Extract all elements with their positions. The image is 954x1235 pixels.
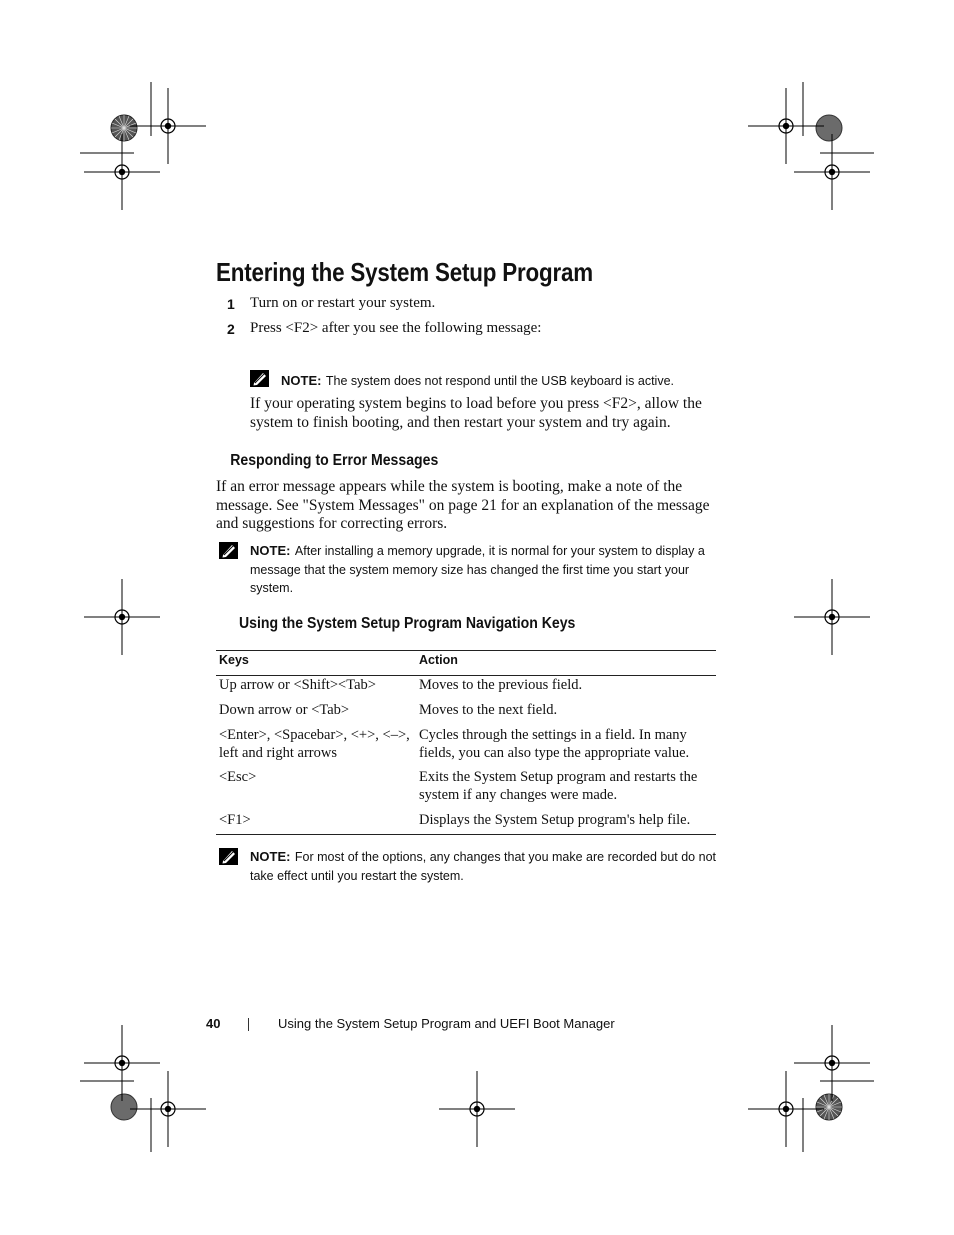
note-2-text: After installing a memory upgrade, it is normal for your system to display a message that the system memory size has changed the first time you start your system. — [250, 544, 705, 595]
table-header-keys: Keys — [219, 653, 249, 667]
note-2-label: NOTE: — [250, 543, 291, 558]
table-cell-action: Exits the System Setup program and restarts the system if any changes were made. — [419, 769, 698, 803]
step-number-1: 1 — [227, 296, 235, 312]
note-3-label: NOTE: — [250, 849, 291, 864]
note-2-icon-wrap — [219, 542, 238, 564]
table-top-rule — [216, 650, 716, 651]
note-1-label: NOTE: — [281, 373, 322, 388]
table-cell-action: Moves to the previous field. — [419, 677, 583, 693]
note-3-body — [250, 848, 718, 885]
table-cell-key: <Enter>, <Spacebar>, <+>, <–>, left and right arrows — [219, 727, 410, 761]
note-2-body — [250, 542, 716, 598]
pencil-note-icon — [219, 848, 238, 865]
error-messages-paragraph: If an error message appears while the system is booting, make a note of the message. See "System Messages" on page 21 for an explanation of the message and suggestions for correcting errors. — [216, 478, 710, 533]
pencil-note-icon — [250, 370, 269, 387]
note-3-text: For most of the options, any changes that you make are recorded but do not take effect until you restart the system. — [250, 850, 716, 883]
note-1-text: The system does not respond until the USB keyboard is active. — [325, 374, 675, 388]
note-1-body — [281, 372, 674, 391]
table-cell-action: Cycles through the settings in a field. In many fields, you can also type the appropriate value. — [419, 727, 690, 761]
table-cell-key: <Esc> — [219, 769, 257, 785]
note-1 — [250, 370, 269, 392]
table-header-rule — [216, 675, 716, 676]
table-cell-action: Displays the System Setup program's help file. — [419, 812, 691, 828]
step-number-2: 2 — [227, 321, 235, 337]
table-cell-key: Up arrow or <Shift><Tab> — [219, 677, 376, 693]
table-header-action: Action — [419, 653, 458, 667]
section-heading-navigation-keys: Using the System Setup Program Navigation Keys — [238, 615, 576, 632]
table-cell-key: Down arrow or <Tab> — [219, 702, 350, 718]
page-number: 40 — [206, 1016, 221, 1031]
pencil-note-icon — [219, 542, 238, 559]
note-3-icon-wrap — [219, 848, 238, 870]
page-title: Entering the System Setup Program — [216, 257, 594, 287]
table-cell-key: <F1> — [219, 812, 251, 828]
step-text-2: Press <F2> after you see the following message: — [250, 320, 542, 336]
section-heading-error-messages: Responding to Error Messages — [230, 452, 439, 469]
table-cell-action: Moves to the next field. — [419, 702, 558, 718]
table-bottom-rule — [216, 834, 716, 835]
step-text-1: Turn on or restart your system. — [250, 295, 436, 311]
footer-separator — [248, 1018, 249, 1031]
note-followup-paragraph: If your operating system begins to load before you press <F2>, allow the system to finish booting, and then restart your system and try again. — [250, 395, 702, 431]
running-footer: Using the System Setup Program and UEFI Boot Manager — [278, 1016, 615, 1031]
